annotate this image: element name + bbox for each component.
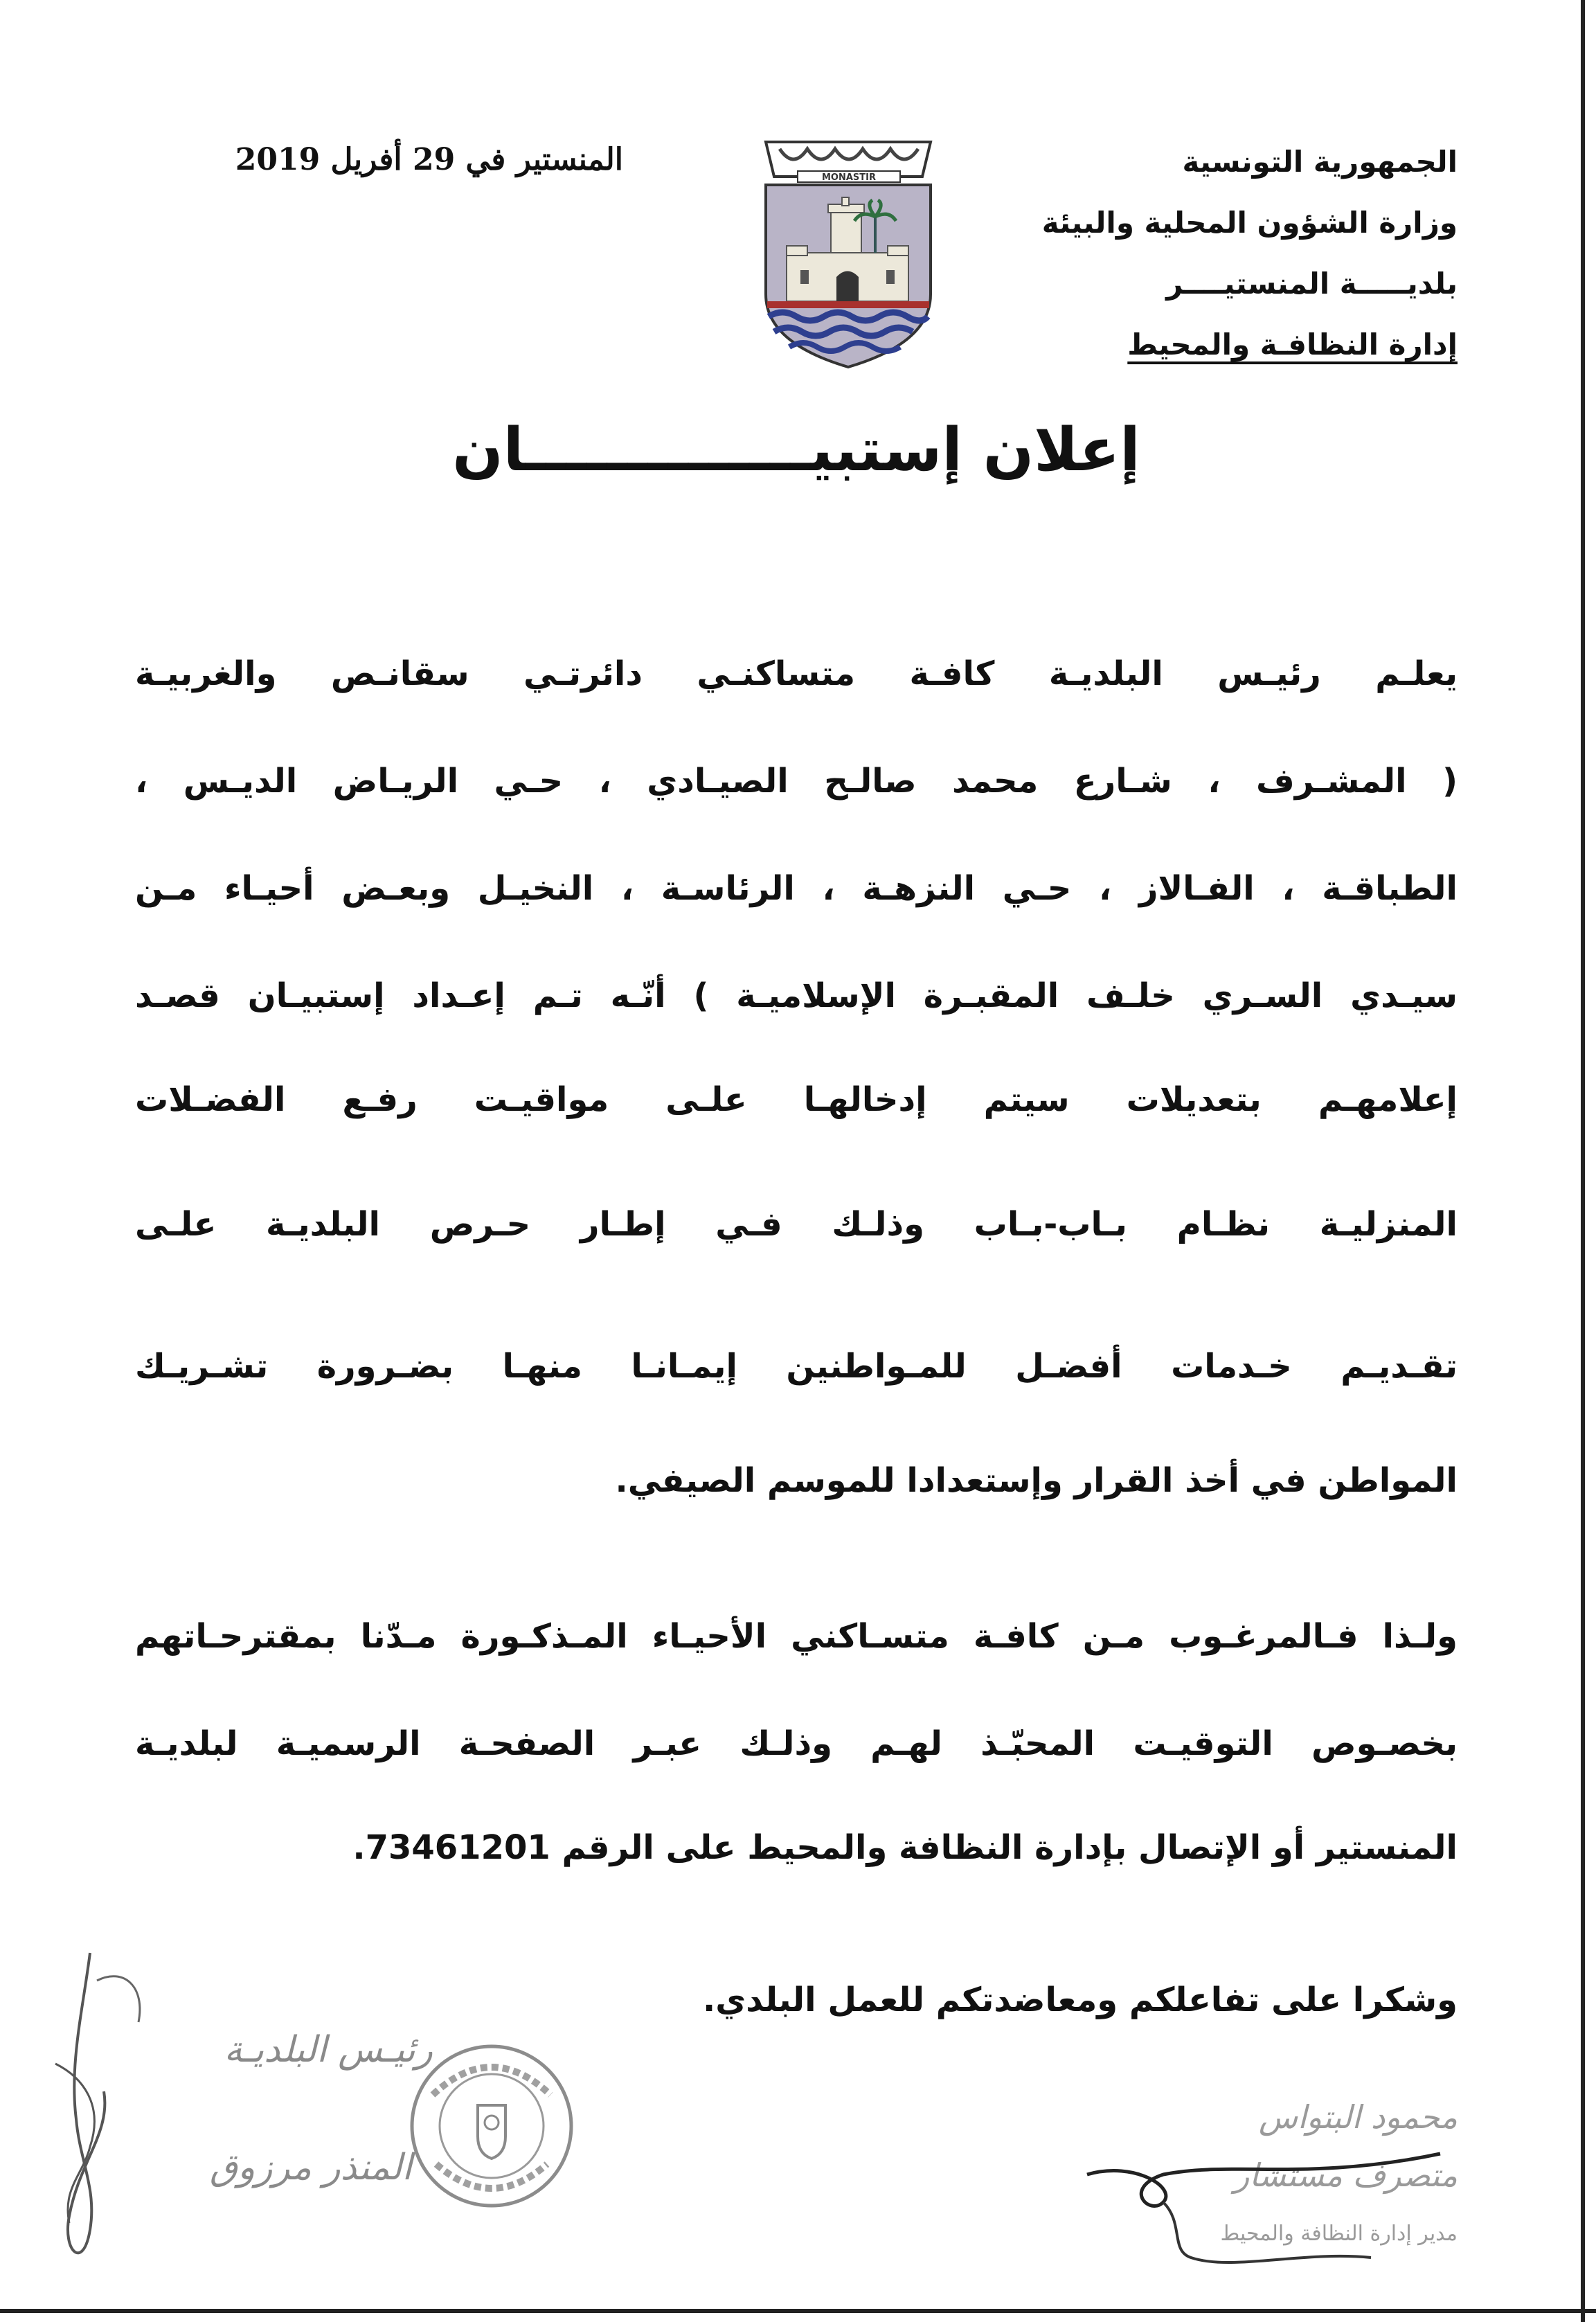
mayor-title: رئيـس البلديـة [224, 2029, 433, 2071]
mayor-name: المنذر مرزوق [209, 2147, 412, 2188]
director-department: مدير إدارة النظافة والمحيط [1220, 2222, 1458, 2246]
body-line-1: يعلـم رئيـس البلديـة كافـة متساكنـي دائرتـي سقانـص والغربيـة [135, 654, 1458, 693]
body-line-4: سيـدي السـري خلـف المقبـرة الإسلاميـة ) أنّـه تـم إعـداد إستبيـان قصـد [135, 976, 1458, 1015]
logo-label: MONASTIR [821, 172, 877, 183]
handwritten-signature-left [42, 1925, 429, 2285]
announcement-title: إعلان إستبيــــــــــــــان [452, 416, 1140, 485]
body-line-6: المنزليـة نظـام بـاب-بـاب وذلـك فـي إطـار حـرص البلديـة علـى [135, 1205, 1458, 1244]
body-p2-line-2: بخصـوص التوقيـت المحبّـذ لهـم وذلـك عبـر الصفحـة الرسميـة لبلديـة [135, 1724, 1458, 1763]
scan-border-right [1581, 0, 1585, 2322]
municipality-name: بلديـــــة المنستيــــر [1166, 267, 1458, 301]
document-date: المنستير في 29 أفريل 2019 [235, 142, 623, 177]
body-line-5: إعلامهـم بتعديلات سيتم إدخالهـا علـى مواقيـت رفـع الفضـلات [135, 1080, 1458, 1119]
monastir-coat-of-arms-icon [759, 135, 938, 370]
director-name: محمود البتواس [1258, 2098, 1458, 2136]
body-line-8: المواطن في أخذ القرار وإستعدادا للموسم الصيفي. [615, 1461, 1458, 1500]
department-name: إدارة النظافـة والمحيط [1127, 328, 1458, 361]
closing-line: وشكرا على تفاعلكم ومعاضدتكم للعمل البلدي. [702, 1981, 1458, 2019]
scan-border-bottom [0, 2309, 1596, 2313]
official-stamp-icon [405, 2039, 578, 2213]
body-line-7: تقـديـم خـدمات أفضـل للمـواطنين إيمـانـا منهـا بضـرورة تشـريـك [135, 1347, 1458, 1386]
body-line-3: الطباقـة ، الفـالاز ، حـي النزهـة ، الرئاسـة ، النخيـل وبعـض أحيـاء مـن [135, 869, 1458, 908]
body-line-2: ( المشـرف ، شـارع محمد صالـح الصيـادي ، حـي الريـاض الديـس ، [135, 762, 1458, 801]
body-p2-line-1: ولـذا فـالمرغـوب مـن كافـة متسـاكني الأحيـاء المـذكـورة مـدّنا بمقترحـاتهم [135, 1617, 1458, 1656]
body-p2-line-3: المنستير أو الإتصال بإدارة النظافة والمحيط على الرقم 73461201. [352, 1828, 1458, 1867]
ministry-name: وزارة الشؤون المحلية والبيئة [1041, 206, 1458, 240]
country-name: الجمهورية التونسية [1182, 145, 1458, 179]
director-role: متصرف مستشار [1234, 2156, 1458, 2194]
letterhead [931, 132, 1458, 375]
handwritten-signature-right [1080, 2084, 1468, 2292]
